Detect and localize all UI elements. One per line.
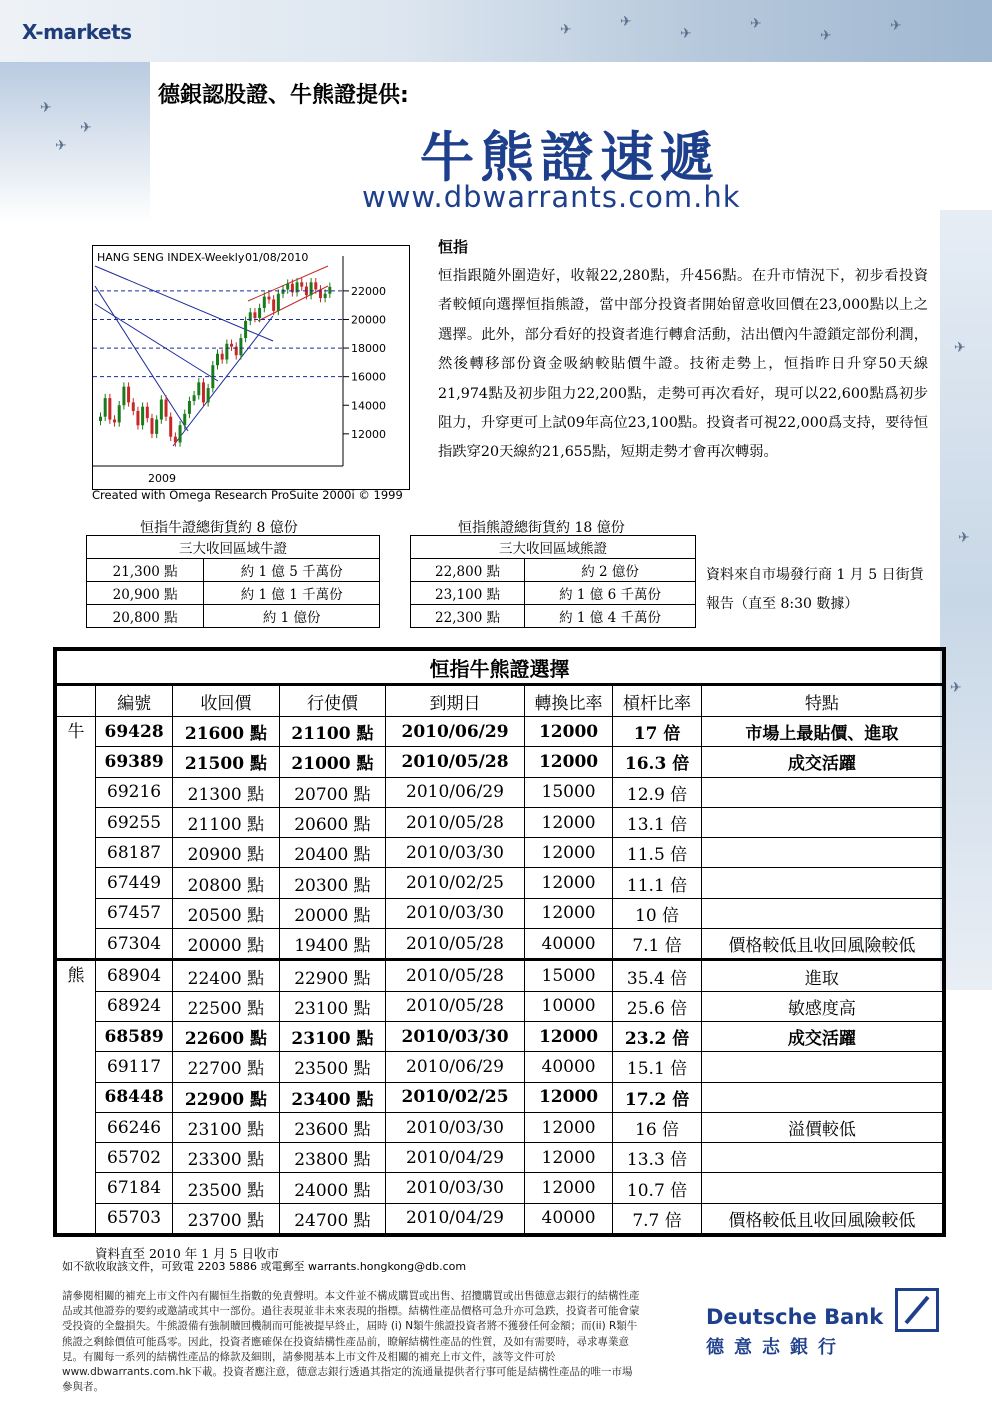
candle-body bbox=[258, 308, 261, 318]
cell-call: 21600 點 bbox=[173, 717, 280, 747]
candle-body bbox=[193, 395, 196, 401]
cell-strike: 24000 點 bbox=[279, 1173, 386, 1203]
cell-expiry: 2010/06/29 bbox=[386, 777, 525, 807]
cell-ratio: 10000 bbox=[524, 991, 613, 1021]
cbbc-selection-table bbox=[53, 647, 946, 1237]
candle-body bbox=[314, 282, 317, 289]
trendline bbox=[173, 316, 273, 446]
cell-gearing: 15.1 倍 bbox=[613, 1052, 702, 1082]
cell-strike: 20300 點 bbox=[279, 868, 386, 898]
cell-gearing: 17.2 倍 bbox=[613, 1082, 702, 1112]
cell-ratio: 12000 bbox=[524, 747, 613, 777]
cell-feature bbox=[701, 898, 942, 928]
hsi-chart bbox=[92, 245, 410, 490]
cell-code: 68448 bbox=[96, 1082, 173, 1112]
cell-expiry: 2010/06/29 bbox=[386, 1052, 525, 1082]
cell-call: 22500 點 bbox=[173, 991, 280, 1021]
cell-ratio: 12000 bbox=[524, 807, 613, 837]
cell-call: 20000 點 bbox=[173, 929, 280, 960]
candle-body bbox=[122, 387, 125, 406]
cell-gearing: 11.5 倍 bbox=[613, 838, 702, 868]
table-row bbox=[57, 1052, 943, 1082]
jet-icon: ✈ bbox=[750, 16, 762, 32]
candle-body bbox=[155, 420, 158, 434]
cell-gearing: 13.1 倍 bbox=[613, 807, 702, 837]
cell-code: 69428 bbox=[96, 717, 173, 747]
cell-strike: 20400 點 bbox=[279, 838, 386, 868]
candle-body bbox=[160, 400, 163, 420]
jet-icon: ✈ bbox=[820, 28, 832, 44]
cell-feature bbox=[701, 777, 942, 807]
candle-body bbox=[272, 299, 275, 310]
cell-ratio: 15000 bbox=[524, 960, 613, 991]
cell-feature: 進取 bbox=[701, 960, 942, 991]
table-row bbox=[57, 807, 943, 837]
cell-feature: 溢價較低 bbox=[701, 1112, 942, 1142]
cell-code: 68924 bbox=[96, 991, 173, 1021]
candle-body bbox=[230, 344, 233, 347]
data-date-note: 資料直至 2010 年 1 月 5 日收市 bbox=[95, 1246, 280, 1261]
cell-strike: 22900 點 bbox=[279, 960, 386, 991]
candle-body bbox=[239, 338, 242, 355]
candle-body bbox=[253, 312, 256, 318]
cell-expiry: 2010/05/28 bbox=[386, 960, 525, 991]
cell-ratio: 12000 bbox=[524, 838, 613, 868]
cell-code: 65703 bbox=[96, 1203, 173, 1233]
cell-expiry: 2010/03/30 bbox=[386, 838, 525, 868]
cell-expiry: 2010/05/28 bbox=[386, 991, 525, 1021]
candle-body bbox=[328, 287, 331, 294]
cell-call: 22400 點 bbox=[173, 960, 280, 991]
page-title: 牛熊證速遞 bbox=[420, 126, 720, 189]
cell-strike: 23100 點 bbox=[279, 991, 386, 1021]
jet-icon: ✈ bbox=[954, 340, 966, 356]
cell-gearing: 10.7 倍 bbox=[613, 1173, 702, 1203]
candle-body bbox=[127, 387, 130, 403]
cell-code: 67304 bbox=[96, 929, 173, 960]
candle-body bbox=[179, 425, 182, 442]
cell-strike: 19400 點 bbox=[279, 929, 386, 960]
candle-body bbox=[113, 420, 116, 423]
col-feature: 特點 bbox=[701, 685, 942, 717]
bank-name: Deutsche Bank bbox=[706, 1305, 884, 1329]
cell-expiry: 2010/05/28 bbox=[386, 807, 525, 837]
cell-ratio: 12000 bbox=[524, 898, 613, 928]
y-tick-label: 18000 bbox=[351, 342, 386, 356]
subtitle: 德銀認股證、牛熊證提供: bbox=[158, 83, 409, 108]
cell-feature bbox=[701, 807, 942, 837]
cell-ratio: 12000 bbox=[524, 1173, 613, 1203]
cell-strike: 20000 點 bbox=[279, 898, 386, 928]
cell-gearing: 16 倍 bbox=[613, 1112, 702, 1142]
cell-strike: 21000 點 bbox=[279, 747, 386, 777]
table-row bbox=[57, 929, 943, 960]
cell-expiry: 2010/03/30 bbox=[386, 1173, 525, 1203]
cell-strike: 24700 點 bbox=[279, 1203, 386, 1233]
cell-ratio: 12000 bbox=[524, 1082, 613, 1112]
cell-feature: 敏感度高 bbox=[701, 991, 942, 1021]
candle-body bbox=[108, 398, 111, 419]
candle-body bbox=[216, 354, 219, 365]
cell-code: 67457 bbox=[96, 898, 173, 928]
cell-gearing: 35.4 倍 bbox=[613, 960, 702, 991]
table-row bbox=[57, 1082, 943, 1112]
candles-group bbox=[99, 278, 331, 447]
cell-expiry: 2010/05/28 bbox=[386, 747, 525, 777]
cell-ratio: 15000 bbox=[524, 777, 613, 807]
cell-feature: 成交活躍 bbox=[701, 747, 942, 777]
candle-body bbox=[267, 297, 270, 300]
trendline bbox=[95, 304, 218, 381]
cell-call: 22600 點 bbox=[173, 1021, 280, 1051]
contact-note: 如不欲收取該文件，可致電 2203 5886 或電郵至 warrants.hongkong@db.com bbox=[62, 1260, 467, 1273]
candle-body bbox=[286, 284, 289, 290]
candle-body bbox=[146, 407, 149, 418]
logo-slash bbox=[898, 1291, 936, 1329]
candle-body bbox=[169, 417, 172, 437]
sidebar-banner bbox=[0, 62, 150, 222]
y-tick-label: 12000 bbox=[351, 427, 386, 441]
cell-gearing: 12.9 倍 bbox=[613, 777, 702, 807]
cell-gearing: 16.3 倍 bbox=[613, 747, 702, 777]
cell-ratio: 12000 bbox=[524, 717, 613, 747]
candle-body bbox=[150, 418, 153, 434]
candle-body bbox=[188, 401, 191, 414]
website-link[interactable]: www.dbwarrants.com.hk bbox=[362, 180, 741, 214]
cell-ratio: 40000 bbox=[524, 929, 613, 960]
cell-ratio: 12000 bbox=[524, 1143, 613, 1173]
cell-expiry: 2010/03/30 bbox=[386, 1112, 525, 1142]
table-row bbox=[57, 1143, 943, 1173]
cell-strike: 23100 點 bbox=[279, 1021, 386, 1051]
table-row bbox=[57, 1203, 943, 1233]
bull-caption: 恒指牛證總街貨約 8 億份 bbox=[140, 520, 298, 536]
col-gearing: 槓杆比率 bbox=[613, 685, 702, 717]
jet-formation bbox=[560, 10, 960, 50]
cell-expiry: 2010/03/30 bbox=[386, 898, 525, 928]
candle-body bbox=[221, 354, 224, 360]
cell-feature bbox=[701, 1082, 942, 1112]
y-tick-label: 22000 bbox=[351, 284, 386, 298]
cell-feature: 成交活躍 bbox=[701, 1021, 942, 1051]
candle-body bbox=[141, 407, 144, 426]
chart-credit: Created with Omega Research ProSuite 2000i © 1999 bbox=[92, 488, 403, 502]
cell-call: 20500 點 bbox=[173, 898, 280, 928]
candle-body bbox=[202, 382, 205, 402]
cell-ratio: 40000 bbox=[524, 1203, 613, 1233]
cell-expiry: 2010/05/28 bbox=[386, 929, 525, 960]
table-row: 20,800 點 約 1 億份 bbox=[87, 605, 380, 628]
table-title: 恒指牛熊證選擇 bbox=[57, 651, 943, 685]
table-row bbox=[57, 838, 943, 868]
col-expiry: 到期日 bbox=[386, 685, 525, 717]
cell-expiry: 2010/02/25 bbox=[386, 1082, 525, 1112]
candle-body bbox=[136, 411, 139, 425]
cell-strike: 23800 點 bbox=[279, 1143, 386, 1173]
candle-body bbox=[244, 321, 247, 338]
cell-ratio: 12000 bbox=[524, 1021, 613, 1051]
bull-summary-table bbox=[86, 535, 380, 628]
cell-call: 23100 點 bbox=[173, 1112, 280, 1142]
cell-call: 23500 點 bbox=[173, 1173, 280, 1203]
cell-code: 66246 bbox=[96, 1112, 173, 1142]
candle-body bbox=[324, 294, 327, 298]
cell-code: 69389 bbox=[96, 747, 173, 777]
y-tick-label: 20000 bbox=[351, 313, 386, 327]
cell-feature: 價格較低且收回風險較低 bbox=[701, 1203, 942, 1233]
cell-strike: 20700 點 bbox=[279, 777, 386, 807]
jet-icon: ✈ bbox=[620, 14, 632, 30]
bear-caption: 恒指熊證總街貨約 18 億份 bbox=[458, 520, 625, 536]
cell-call: 21300 點 bbox=[173, 777, 280, 807]
cell-code: 68187 bbox=[96, 838, 173, 868]
table-row: 23,100 點 約 1 億 6 千萬份 bbox=[411, 582, 696, 605]
cell-call: 20800 點 bbox=[173, 868, 280, 898]
col-strike: 行使價 bbox=[279, 685, 386, 717]
cell-strike: 23600 點 bbox=[279, 1112, 386, 1142]
candle-body bbox=[174, 437, 177, 443]
cell-gearing: 13.3 倍 bbox=[613, 1143, 702, 1173]
bear-summary-table bbox=[410, 535, 696, 628]
candle-body bbox=[310, 282, 313, 295]
bank-name-cn: 德意志銀行 bbox=[706, 1337, 846, 1358]
cell-expiry: 2010/04/29 bbox=[386, 1143, 525, 1173]
table-row: 22,800 點 約 2 億份 bbox=[411, 559, 696, 582]
cell-gearing: 10 倍 bbox=[613, 898, 702, 928]
cell-ratio: 12000 bbox=[524, 1112, 613, 1142]
table-row: 22,300 點 約 1 億 4 千萬份 bbox=[411, 605, 696, 628]
brand-logo: X-markets bbox=[22, 20, 132, 44]
cell-code: 69117 bbox=[96, 1052, 173, 1082]
candle-body bbox=[197, 382, 200, 395]
col-code: 編號 bbox=[96, 685, 173, 717]
cell-gearing: 11.1 倍 bbox=[613, 868, 702, 898]
col-ratio: 轉換比率 bbox=[524, 685, 613, 717]
jet-icon: ✈ bbox=[680, 26, 692, 42]
cell-feature bbox=[701, 1143, 942, 1173]
cell-code: 67449 bbox=[96, 868, 173, 898]
bear-summary-header: 三大收回區域熊證 bbox=[411, 536, 696, 559]
chart-date: 01/08/2010 bbox=[245, 251, 309, 264]
jet-icon: ✈ bbox=[80, 120, 92, 136]
cell-ratio: 40000 bbox=[524, 1052, 613, 1082]
jet-icon: ✈ bbox=[40, 100, 52, 116]
candle-body bbox=[225, 344, 228, 360]
right-decoration bbox=[940, 210, 992, 990]
candle-body bbox=[263, 297, 266, 308]
cell-strike: 21100 點 bbox=[279, 717, 386, 747]
y-tick-label: 16000 bbox=[351, 370, 386, 384]
candle-body bbox=[183, 414, 186, 425]
cell-call: 23700 點 bbox=[173, 1203, 280, 1233]
cell-expiry: 2010/06/29 bbox=[386, 717, 525, 747]
candle-body bbox=[99, 417, 102, 421]
cell-gearing: 23.2 倍 bbox=[613, 1021, 702, 1051]
jet-icon: ✈ bbox=[890, 18, 902, 34]
cell-expiry: 2010/04/29 bbox=[386, 1203, 525, 1233]
table-row bbox=[57, 898, 943, 928]
cell-strike: 20600 點 bbox=[279, 807, 386, 837]
table-row bbox=[57, 777, 943, 807]
jet-icon: ✈ bbox=[958, 530, 970, 546]
jet-icon: ✈ bbox=[55, 138, 67, 154]
cell-code: 69255 bbox=[96, 807, 173, 837]
candle-body bbox=[165, 400, 168, 417]
table-row: 20,900 點 約 1 億 1 千萬份 bbox=[87, 582, 380, 605]
chart-label: HANG SENG INDEX-Weekly bbox=[97, 251, 245, 264]
cell-feature bbox=[701, 868, 942, 898]
cell-gearing: 17 倍 bbox=[613, 717, 702, 747]
column-headers bbox=[57, 685, 943, 717]
cell-feature bbox=[701, 1173, 942, 1203]
cell-gearing: 7.7 倍 bbox=[613, 1203, 702, 1233]
cell-call: 22700 點 bbox=[173, 1052, 280, 1082]
hsi-chart-svg bbox=[93, 246, 409, 489]
table-row bbox=[57, 1112, 943, 1142]
cell-strike: 23400 點 bbox=[279, 1082, 386, 1112]
cell-expiry: 2010/02/25 bbox=[386, 868, 525, 898]
cell-code: 69216 bbox=[96, 777, 173, 807]
jet-icon: ✈ bbox=[950, 680, 962, 696]
group-label: 熊 bbox=[57, 960, 96, 1234]
cell-call: 20900 點 bbox=[173, 838, 280, 868]
cell-code: 67184 bbox=[96, 1173, 173, 1203]
cell-call: 21500 點 bbox=[173, 747, 280, 777]
candle-body bbox=[207, 388, 210, 402]
cell-call: 22900 點 bbox=[173, 1082, 280, 1112]
cell-gearing: 25.6 倍 bbox=[613, 991, 702, 1021]
source-note: 資料來自市場發行商 1 月 5 日街貨報告（直至 8:30 數據） bbox=[706, 567, 924, 612]
cell-strike: 23500 點 bbox=[279, 1052, 386, 1082]
cell-expiry: 2010/03/30 bbox=[386, 1021, 525, 1051]
cell-call: 21100 點 bbox=[173, 807, 280, 837]
table-row bbox=[57, 991, 943, 1021]
group-label: 牛 bbox=[57, 717, 96, 960]
cell-feature: 市場上最貼價、進取 bbox=[701, 717, 942, 747]
cell-call: 23300 點 bbox=[173, 1143, 280, 1173]
deutsche-bank-logo-icon bbox=[895, 1288, 939, 1332]
table-row bbox=[57, 747, 943, 777]
disclaimer: 請參閱相關的補充上市文件內有關恒生指數的免責聲明。本文件並不構成購買或出售、招攬購買或出售德意志銀行的結構性產品或其他證券的要約或邀請或其中一部份。過往表現並非未來表現的指標。結構性產品價格可急升亦可急跌，投資者可能會蒙受投資的全盤損失。牛熊證備有強制贖回機制而可能被提早終止，屆時 (i) N類牛熊證投資者將不獲發任何金額；而(ii) R類牛熊證之剩餘價值可能爲零。因此，投資者應確保在投資結構性產品前，瞭解結構性產品的性質，及如有需要時，尋求專業意見。有關每一系列的結構性產品的條款及細則，請參閱基本上市文件及相關的補充上市文件，該等文件可於www.dbwarrants.com.hk下載。投資者應注意，德意志銀行透過其指定的流通量提供者行事可能是結構性產品的唯一市場參與者。 bbox=[62, 1290, 640, 1394]
cell-gearing: 7.1 倍 bbox=[613, 929, 702, 960]
y-tick-label: 14000 bbox=[351, 399, 386, 413]
table-row bbox=[57, 960, 943, 991]
bull-summary-header: 三大收回區域牛證 bbox=[87, 536, 380, 559]
cell-code: 68904 bbox=[96, 960, 173, 991]
jet-icon: ✈ bbox=[560, 22, 572, 38]
cell-ratio: 12000 bbox=[524, 868, 613, 898]
col-call-price: 收回價 bbox=[173, 685, 280, 717]
cell-feature: 價格較低且收回風險較低 bbox=[701, 929, 942, 960]
table-row: 21,300 點 約 1 億 5 千萬份 bbox=[87, 559, 380, 582]
cell-feature bbox=[701, 1052, 942, 1082]
table-row bbox=[57, 717, 943, 747]
candle-body bbox=[104, 398, 107, 417]
candle-body bbox=[118, 405, 121, 422]
candle-body bbox=[132, 402, 135, 411]
commentary-text: 恒指跟隨外圍造好，收報22,280點，升456點。在升市情況下，初步看投資者較傾向選擇恒指熊證，當中部分投資者開始留意收回價在23,000點以上之選擇。此外，部分看好的投資者進行轉倉活動，沽出價內牛證鎖定部份利潤，然後轉移部份資金吸納較貼價牛證。技術走勢上，恒指昨日升穿50天線21,974點及初步阻力22,200點，走勢可再次看好，現可以22,600點爲初步阻力，升穿更可上試09年高位23,100點。投資者可視22,000爲支持，要待恒指跌穿20天線約21,655點，短期走勢才會再次轉弱。 bbox=[438, 268, 928, 461]
candle-body bbox=[277, 294, 280, 311]
cell-code: 68589 bbox=[96, 1021, 173, 1051]
table-row bbox=[57, 868, 943, 898]
candle-body bbox=[300, 282, 303, 286]
table-row bbox=[57, 1021, 943, 1051]
x-tick-2009: 2009 bbox=[148, 472, 176, 485]
candle-body bbox=[282, 289, 285, 293]
commentary-heading: 恒指 bbox=[438, 238, 469, 256]
table-row bbox=[57, 1173, 943, 1203]
cell-code: 65702 bbox=[96, 1143, 173, 1173]
cell-feature bbox=[701, 838, 942, 868]
